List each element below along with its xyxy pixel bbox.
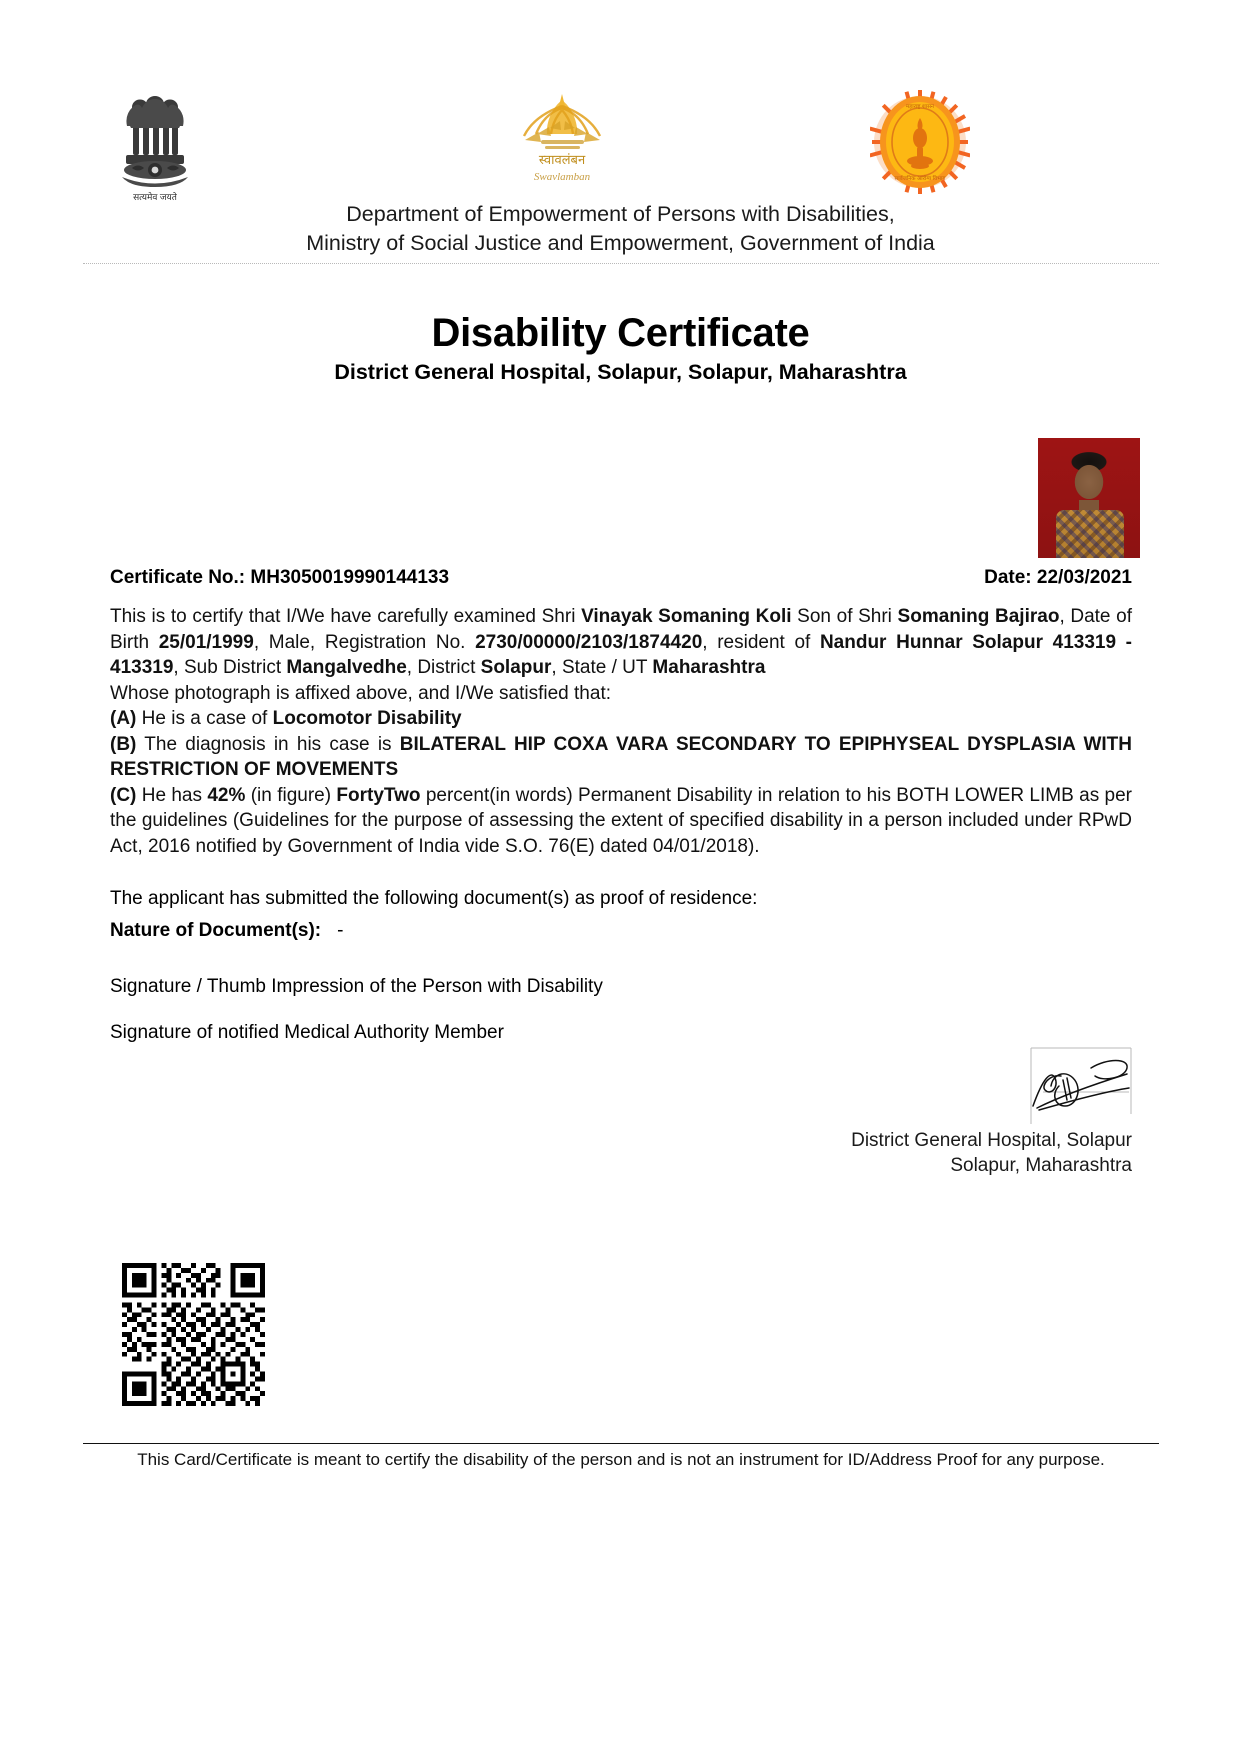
authority-signature-image [1003,1044,1133,1130]
nature-of-documents-value: - [337,920,344,941]
authority-line-2: Solapur, Maharashtra [950,1155,1132,1176]
body-intro-3: , Date of Birth [110,606,1132,653]
clause-a-text: He is a case of [136,708,273,729]
person-name: Vinayak Somaning Koli [581,606,792,627]
footer-note: This Card/Certificate is meant to certify the disability of the person and is not an instrument for ID/Address Proof for any purpose. [137,1450,1105,1469]
body-intro-8: , State / UT [551,657,653,678]
applicant-photo [1037,437,1141,559]
disability-percentage: 42% [207,784,246,806]
page-title: Disability Certificate [431,311,810,355]
body-intro-2: Son of Shri [791,606,898,627]
clause-c-label: (C) [110,784,137,806]
diagnosis: BILATERAL HIP COXA VARA SECONDARY TO EPIPHYSEAL DYSPLASIA WITH RESTRICTION OF MOVEMENTS [110,733,1132,780]
government-of-maharashtra-seal-icon [870,88,970,196]
department-heading [0,200,1241,258]
body-intro-1: This is to certify that I/We have carefully examined Shri [110,606,582,627]
national-emblem-of-india-icon [110,88,200,203]
svg-text:स्वावलंबन: स्वावलंबन [538,152,586,167]
body-intro-4: , Male, Registration No. [253,631,476,653]
body-paragraph-identity [110,604,1132,681]
page-subtitle: District General Hospital, Solapur, Solapur, Maharashtra [334,360,907,384]
clause-c-text-3: percent(in words) Permanent Disability in relation to his BOTH LOWER LIMB as per the guidelines (Guidelines for the purpose of assessing the extent of specified disability in a person included under RPwD Act, 2016 notified by Government of India vide S.O. 76(E) dated 04/01/2018). [110,784,1132,857]
state-ut: Maharashtra [652,657,766,678]
department-line-1: Department of Empowerment of Persons with Disabilities, [346,202,895,226]
certificate-date [984,567,1132,589]
certificate-number [110,567,449,589]
clause-c [110,783,1132,860]
footer-divider [83,1443,1159,1444]
header-divider [83,263,1159,264]
authority-signature-label: Signature of notified Medical Authority Member [110,1022,504,1043]
body-intro-6: , Sub District [173,657,287,678]
svg-text:Swavlamban: Swavlamban [533,171,591,183]
emblem-row [0,88,1241,208]
certificate-body [110,604,1132,859]
svg-text:सार्वजनिक आरोग्य विभाग: सार्वजनिक आरोग्य विभाग [894,176,946,182]
certificate-meta-row [110,567,1132,589]
clause-a-label: (A) [110,708,137,729]
sub-district: Mangalvedhe [286,657,407,678]
qr-code [122,1263,265,1406]
person-signature-label: Signature / Thumb Impression of the Person with Disability [110,976,603,997]
nature-of-documents-label: Nature of Document(s): [110,920,322,941]
certificate-number-label: Certificate No.: [110,567,251,588]
clause-c-text-2: (in figure) [245,784,337,806]
father-name: Somaning Bajirao [897,606,1060,627]
body-intro-7: , District [406,657,481,678]
clause-b-label: (B) [110,733,137,755]
clause-c-text-1: He has [136,784,208,806]
district: Solapur [480,657,552,678]
nature-of-documents [110,920,1132,942]
certificate-date-value: 22/03/2021 [1036,567,1132,588]
issuing-authority [632,1128,1132,1178]
department-line-2: Ministry of Social Justice and Empowerment, Government of India [306,231,935,255]
svg-text:महाराष्ट्र शासन: महाराष्ट्र शासन [906,104,934,110]
body-intro-5: , resident of [702,631,820,653]
photo-torso [1056,510,1124,558]
proof-of-residence-line: The applicant has submitted the following document(s) as proof of residence: [110,888,758,909]
swavlamban-logo-icon [505,88,620,198]
disability-percentage-words: FortyTwo [336,784,421,806]
residence-address: Nandur Hunnar Solapur 413319 - 413319 [110,631,1132,678]
clause-b [110,732,1132,783]
clause-a [110,706,1132,732]
svg-text:सत्यमेव जयते: सत्यमेव जयते [133,192,177,202]
registration-number: 2730/00000/2103/1874420 [475,631,703,653]
photo-affixed-line: Whose photograph is affixed above, and I/We satisfied that: [110,682,611,704]
certificate-number-value: MH3050019990144133 [250,567,450,588]
certificate-date-label: Date: [984,567,1037,588]
authority-line-1: District General Hospital, Solapur [851,1130,1132,1151]
clause-b-text: The diagnosis in his case is [136,733,400,755]
disability-type: Locomotor Disability [272,708,462,729]
date-of-birth: 25/01/1999 [158,631,254,653]
